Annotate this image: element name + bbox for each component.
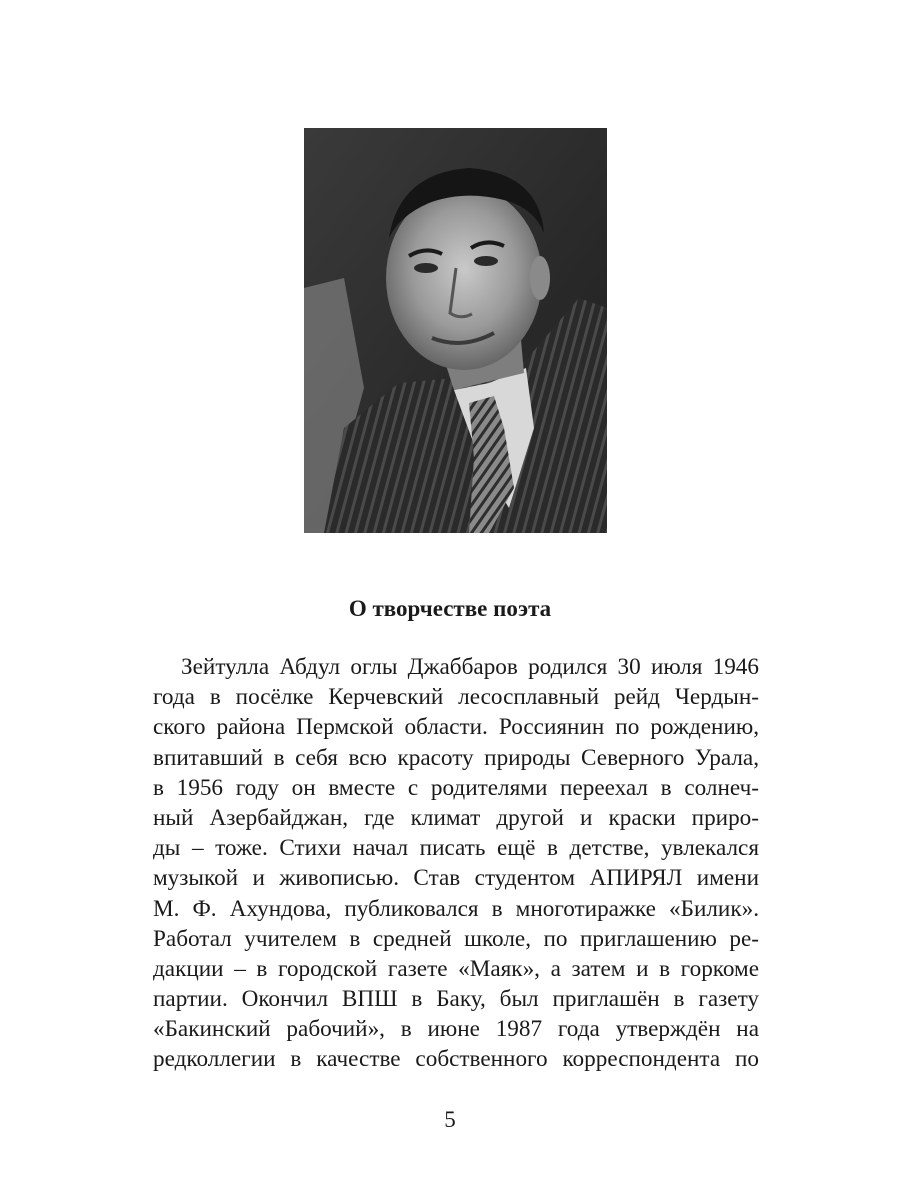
text-line: ды – тоже. Стихи начал писать ещё в детстве, увлекался xyxy=(153,835,759,862)
body-paragraph xyxy=(153,652,759,1075)
text-line: партии. Окончил ВПШ в Баку, был приглашён в газету xyxy=(153,986,759,1013)
portrait-photo-icon xyxy=(304,128,607,533)
text-line: в 1956 году он вместе с родителями переехал в солнеч- xyxy=(153,774,759,801)
page-number: 5 xyxy=(444,1107,456,1132)
text-line: ный Азербайджан, где климат другой и краски приро- xyxy=(153,804,759,831)
portrait-photo xyxy=(304,128,607,533)
text-line: дакции – в городской газете «Маяк», а затем и в горкоме xyxy=(153,955,759,982)
text-line: Зейтулла Абдул оглы Джаббаров родился 30 июля 1946 xyxy=(181,654,759,680)
text-line: М. Ф. Ахундова, публиковался в многотиражке «Билик». xyxy=(153,895,759,922)
text-line: музыкой и живописью. Став студентом АПИРЯЛ имени xyxy=(153,865,759,892)
text-line: впитавший в себя всю красоту природы Северного Урала, xyxy=(153,744,759,771)
text-line: редколлегии в качестве собственного корреспондента по xyxy=(153,1046,759,1073)
text-line: года в посёлке Керчевский лесосплавный рейд Чердын- xyxy=(153,684,759,711)
text-line: «Бакинский рабочий», в июне 1987 года утверждён на xyxy=(153,1016,759,1043)
text-line: Работал учителем в средней школе, по приглашению ре- xyxy=(153,925,759,952)
page-heading: О творчестве поэта xyxy=(348,596,552,621)
text-line: ского района Пермской области. Россиянин по рождению, xyxy=(153,714,759,741)
